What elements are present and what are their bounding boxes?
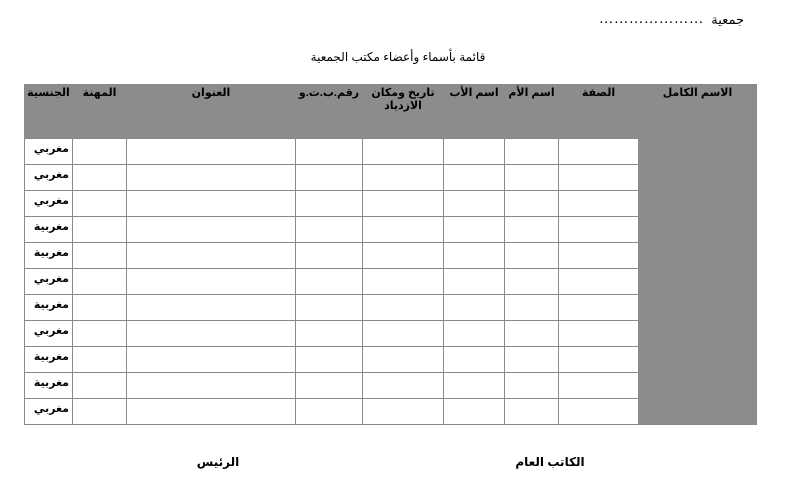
full-name-cell (639, 217, 757, 243)
nationality-cell: مغربي (25, 399, 73, 425)
address-cell (127, 269, 296, 295)
father-name-cell (444, 373, 505, 399)
role-cell (559, 269, 639, 295)
id-number-cell (296, 139, 363, 165)
nationality-cell: مغربي (25, 165, 73, 191)
address-cell (127, 243, 296, 269)
profession-cell (73, 191, 127, 217)
mother-name-cell (505, 139, 559, 165)
mother-name-cell (505, 191, 559, 217)
association-name-line (599, 10, 744, 28)
father-name-cell (444, 347, 505, 373)
id-number-cell (296, 347, 363, 373)
id-number-cell (296, 321, 363, 347)
table-row (25, 217, 757, 243)
column-header-nationality: الجنسية (25, 85, 73, 139)
nationality-cell: مغربية (25, 373, 73, 399)
column-header-father-name: اسم الأب (444, 85, 505, 139)
id-number-cell (296, 243, 363, 269)
mother-name-cell (505, 399, 559, 425)
table-body (25, 139, 757, 425)
full-name-cell (639, 321, 757, 347)
birth-date-place-cell (363, 191, 444, 217)
table-row (25, 269, 757, 295)
address-cell (127, 347, 296, 373)
role-cell (559, 321, 639, 347)
father-name-cell (444, 269, 505, 295)
profession-cell (73, 321, 127, 347)
father-name-cell (444, 243, 505, 269)
address-cell (127, 373, 296, 399)
id-number-cell (296, 191, 363, 217)
role-cell (559, 139, 639, 165)
profession-cell (73, 165, 127, 191)
nationality-cell: مغربية (25, 347, 73, 373)
id-number-cell (296, 295, 363, 321)
father-name-cell (444, 295, 505, 321)
mother-name-cell (505, 347, 559, 373)
father-name-cell (444, 399, 505, 425)
role-cell (559, 347, 639, 373)
role-cell (559, 191, 639, 217)
mother-name-cell (505, 295, 559, 321)
profession-cell (73, 373, 127, 399)
column-header-role: الصفة (559, 85, 639, 139)
mother-name-cell (505, 243, 559, 269)
full-name-cell (639, 373, 757, 399)
table-row (25, 243, 757, 269)
column-header-profession: المهنة (73, 85, 127, 139)
full-name-cell (639, 269, 757, 295)
profession-cell (73, 399, 127, 425)
address-cell (127, 139, 296, 165)
mother-name-cell (505, 269, 559, 295)
full-name-cell (639, 165, 757, 191)
president-signature-label: الرئيس (196, 455, 240, 469)
profession-cell (73, 269, 127, 295)
column-header-address: العنوان (127, 85, 296, 139)
members-table (24, 84, 757, 425)
father-name-cell (444, 165, 505, 191)
secretary-signature-label: الكاتب العام (515, 455, 585, 469)
role-cell (559, 165, 639, 191)
father-name-cell (444, 321, 505, 347)
role-cell (559, 243, 639, 269)
father-name-cell (444, 217, 505, 243)
birth-date-place-cell (363, 269, 444, 295)
table-row (25, 165, 757, 191)
table-row (25, 321, 757, 347)
full-name-cell (639, 295, 757, 321)
table-row (25, 347, 757, 373)
father-name-cell (444, 139, 505, 165)
address-cell (127, 321, 296, 347)
full-name-cell (639, 347, 757, 373)
profession-cell (73, 139, 127, 165)
address-cell (127, 217, 296, 243)
mother-name-cell (505, 165, 559, 191)
nationality-cell: مغربية (25, 217, 73, 243)
table-row (25, 399, 757, 425)
full-name-cell (639, 243, 757, 269)
column-header-id-number: رقم.ب.ت.و (296, 85, 363, 139)
document-title: قائمة بأسماء وأعضاء مكتب الجمعية (310, 50, 486, 64)
birth-date-place-cell (363, 295, 444, 321)
father-name-cell (444, 191, 505, 217)
association-label: جمعية (711, 12, 744, 27)
table-row (25, 139, 757, 165)
profession-cell (73, 347, 127, 373)
birth-date-place-cell (363, 399, 444, 425)
birth-date-place-cell (363, 373, 444, 399)
address-cell (127, 191, 296, 217)
birth-date-place-cell (363, 217, 444, 243)
nationality-cell: مغربية (25, 295, 73, 321)
nationality-cell: مغربي (25, 321, 73, 347)
birth-date-place-cell (363, 321, 444, 347)
birth-date-place-cell (363, 243, 444, 269)
nationality-cell: مغربي (25, 269, 73, 295)
association-name-placeholder: ………………… (598, 10, 704, 27)
nationality-cell: مغربي (25, 139, 73, 165)
id-number-cell (296, 269, 363, 295)
role-cell (559, 373, 639, 399)
role-cell (559, 295, 639, 321)
profession-cell (73, 295, 127, 321)
mother-name-cell (505, 321, 559, 347)
address-cell (127, 295, 296, 321)
table-header-row (25, 85, 757, 139)
table-row (25, 191, 757, 217)
profession-cell (73, 217, 127, 243)
birth-date-place-cell (363, 165, 444, 191)
id-number-cell (296, 165, 363, 191)
birth-date-place-cell (363, 347, 444, 373)
profession-cell (73, 243, 127, 269)
nationality-cell: مغربي (25, 191, 73, 217)
birth-date-place-cell (363, 139, 444, 165)
full-name-cell (639, 399, 757, 425)
table-row (25, 373, 757, 399)
column-header-birth-date-place: تاريخ ومكان الازدياد (363, 85, 444, 139)
column-header-mother-name: اسم الأم (505, 85, 559, 139)
id-number-cell (296, 217, 363, 243)
table-row (25, 295, 757, 321)
full-name-cell (639, 191, 757, 217)
role-cell (559, 399, 639, 425)
role-cell (559, 217, 639, 243)
address-cell (127, 165, 296, 191)
mother-name-cell (505, 217, 559, 243)
address-cell (127, 399, 296, 425)
id-number-cell (296, 399, 363, 425)
mother-name-cell (505, 373, 559, 399)
nationality-cell: مغربية (25, 243, 73, 269)
id-number-cell (296, 373, 363, 399)
column-header-full-name: الاسم الكامل (639, 85, 757, 139)
full-name-cell (639, 139, 757, 165)
